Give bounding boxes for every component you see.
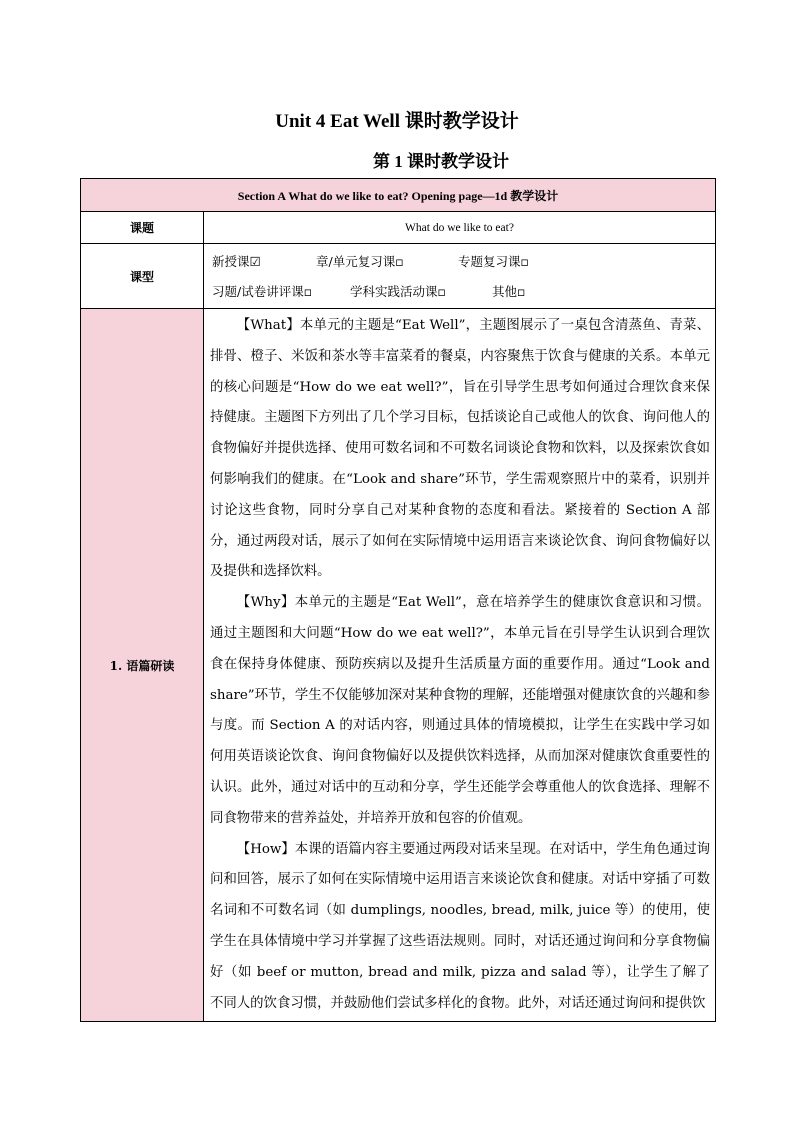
topic-value: What do we like to eat? <box>204 212 716 244</box>
lesson-type-option-unit-review: 章/单元复习课▫ <box>316 254 404 269</box>
analysis-why-paragraph: 【Why】本单元的主题是“Eat Well”，意在培养学生的健康饮食意识和习惯。通过主题图和大问题“How do we eat well?”，本单元旨在引导学生认识到合理饮食在保持身体健康、预防疾病以及提升生活质量方面的重要作用。通过“Look and share”环节，学生不仅能够加深对某种食物的理解，还能增强对健康饮食的兴趣和参与度。而 Section A 的对话内容，则通过具体的情境模拟，让学生在实践中学习如何用英语谈论饮食、询问食物偏好以及提供饮料选择，从而加深对健康饮食重要性的认识。此外，通过对话中的互动和分享，学生还能学会尊重他人的饮食选择、理解不同食物带来的营养益处，并培养开放和包容的价值观。 <box>210 595 710 826</box>
lesson-type-option-other: 其他▫ <box>492 284 526 299</box>
analysis-label: 1. 语篇研读 <box>81 309 204 1022</box>
section-header: Section A What do we like to eat? Opening page—1d 教学设计 <box>81 179 716 212</box>
lesson-type-row-2 <box>204 276 715 306</box>
lesson-type-label: 课型 <box>81 244 204 309</box>
lesson-plan-table <box>80 178 716 1022</box>
analysis-what-paragraph: 【What】本单元的主题是“Eat Well”，主题图展示了一桌包含清蒸鱼、青菜、排骨、橙子、米饭和茶水等丰富菜肴的餐桌，内容聚焦于饮食与健康的关系。本单元的核心问题是“How do we eat well?”，旨在引导学生思考如何通过合理饮食来保持健康。主题图下方列出了几个学习目标，包括谈论自己或他人的饮食、询问他人的食物偏好并提供选择、使用可数名词和不可数名词谈论食物和饮料，以及探索饮食如何影响我们的健康。在“Look and share”环节，学生需观察照片中的菜肴，识别并讨论这些食物，同时分享自己对某种食物的态度和看法。紧接着的 Section A 部分，通过两段对话，展示了如何在实际情境中运用语言来谈论饮食、询问食物偏好以及提供和选择饮料。 <box>210 318 710 580</box>
lesson-type-option-exercise: 习题/试卷讲评课▫ <box>212 284 313 299</box>
lesson-type-options <box>204 244 716 309</box>
lesson-type-option-new: 新授课☑ <box>212 254 261 269</box>
document-title: Unit 4 Eat Well 课时教学设计 <box>275 111 519 132</box>
lesson-type-row-1 <box>204 246 715 276</box>
topic-label: 课题 <box>81 212 204 244</box>
analysis-how-paragraph: 【How】本课的语篇内容主要通过两段对话来呈现。在对话中，学生角色通过询问和回答，展示了如何在实际情境中运用语言来谈论饮食和健康。对话中穿插了可数名词和不可数名词（如 dumplings, noodles, bread, milk, juice 等）的使用，使学生在具体情境中学习并掌握了这些语法规则。同时，对话还通过询问和分享食物偏好（如 beef or mutton, bread and milk, pizza and salad 等），让学生了解了不同人的饮食习惯，并鼓励他们尝试多样化的食物。此外，对话还通过询问和提供饮 <box>210 841 710 1011</box>
lesson-subtitle: 第 1 课时教学设计 <box>373 152 509 171</box>
analysis-body <box>204 309 716 1022</box>
lesson-type-option-topic-review: 专题复习课▫ <box>458 254 529 269</box>
lesson-type-option-practice: 学科实践活动课▫ <box>350 284 446 299</box>
